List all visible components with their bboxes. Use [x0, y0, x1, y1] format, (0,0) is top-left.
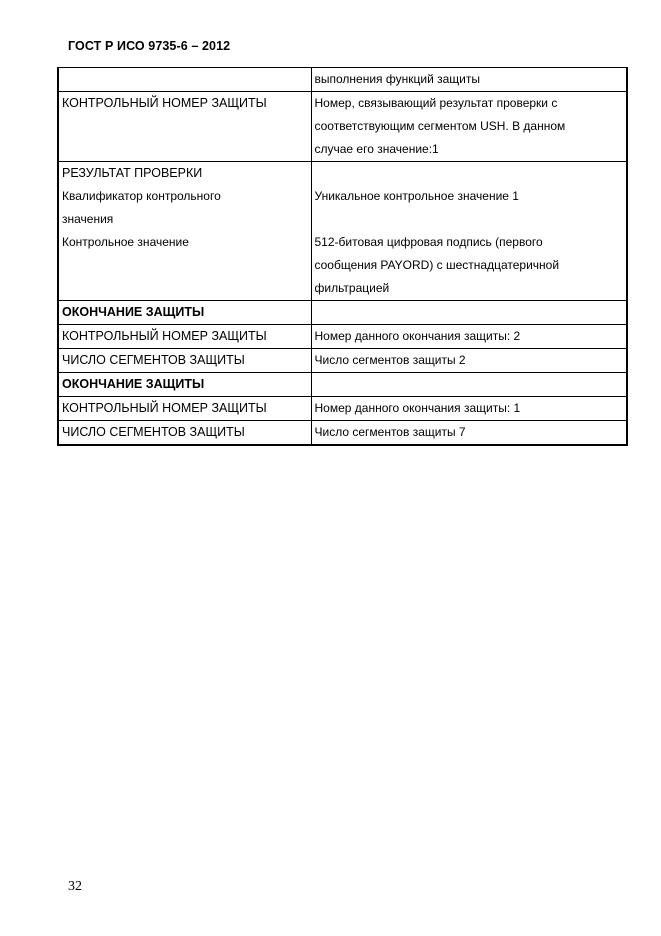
field-name-cell — [58, 325, 311, 349]
cell-line: сообщения PAYORD) с шестнадцатеричной — [314, 258, 560, 272]
field-value-cell — [311, 325, 627, 349]
cell-line: ОКОНЧАНИЕ ЗАЩИТЫ — [62, 377, 205, 391]
cell-line: Номер данного окончания защиты: 2 — [314, 329, 521, 343]
cell-line: Число сегментов защиты 7 — [314, 425, 466, 439]
field-name-cell — [58, 301, 311, 325]
cell-line: Номер данного окончания защиты: 1 — [314, 401, 521, 415]
cell-line: ЧИСЛО СЕГМЕНТОВ ЗАЩИТЫ — [62, 353, 245, 367]
field-name-cell — [58, 68, 311, 92]
field-name-cell — [58, 421, 311, 446]
table-row — [58, 92, 627, 162]
cell-line: соответствующим сегментом USH. В данном — [314, 119, 566, 133]
field-name-cell — [58, 397, 311, 421]
table-body — [58, 68, 627, 446]
cell-line: фильтрацией — [314, 281, 390, 295]
cell-line — [62, 68, 307, 91]
field-value-cell — [311, 349, 627, 373]
field-value-cell — [311, 301, 627, 325]
cell-line: случае его значение:1 — [314, 142, 439, 156]
cell-line: КОНТРОЛЬНЫЙ НОМЕР ЗАЩИТЫ — [62, 96, 267, 110]
table-row — [58, 68, 627, 92]
cell-line: КОНТРОЛЬНЫЙ НОМЕР ЗАЩИТЫ — [62, 329, 267, 343]
table-row — [58, 301, 627, 325]
cell-line: ЧИСЛО СЕГМЕНТОВ ЗАЩИТЫ — [62, 425, 245, 439]
field-name-cell — [58, 162, 311, 301]
cell-line: Номер, связывающий результат проверки с — [314, 96, 558, 110]
cell-line: ОКОНЧАНИЕ ЗАЩИТЫ — [62, 305, 205, 319]
field-value-cell — [311, 421, 627, 446]
field-name-cell — [58, 349, 311, 373]
cell-line: Контрольное значение — [62, 235, 189, 249]
cell-line: Квалификатор контрольного — [62, 189, 221, 203]
cell-line: Число сегментов защиты 2 — [314, 353, 466, 367]
cell-line: Уникальное контрольное значение 1 — [314, 189, 519, 203]
table-row — [58, 421, 627, 446]
cell-line: 512-битовая цифровая подпись (первого — [314, 235, 543, 249]
cell-line — [315, 301, 623, 324]
cell-line — [315, 373, 623, 396]
table-row — [58, 349, 627, 373]
table-row — [58, 397, 627, 421]
field-value-cell — [311, 373, 627, 397]
field-value-cell — [311, 68, 627, 92]
table-row — [58, 373, 627, 397]
cell-line: значения — [62, 212, 114, 226]
field-value-cell — [311, 92, 627, 162]
field-name-cell — [58, 373, 311, 397]
field-name-cell — [58, 92, 311, 162]
cell-line: выполнения функций защиты — [314, 72, 480, 86]
cell-line: КОНТРОЛЬНЫЙ НОМЕР ЗАЩИТЫ — [62, 401, 267, 415]
specification-table — [57, 67, 628, 446]
table-row — [58, 162, 627, 301]
page-number: 32 — [68, 879, 82, 894]
field-value-cell — [311, 397, 627, 421]
cell-line — [315, 208, 623, 231]
table-row — [58, 325, 627, 349]
cell-line — [315, 162, 623, 185]
cell-line: РЕЗУЛЬТАТ ПРОВЕРКИ — [62, 166, 203, 180]
document-header: ГОСТ Р ИСО 9735-6 – 2012 — [68, 39, 231, 53]
field-value-cell — [311, 162, 627, 301]
